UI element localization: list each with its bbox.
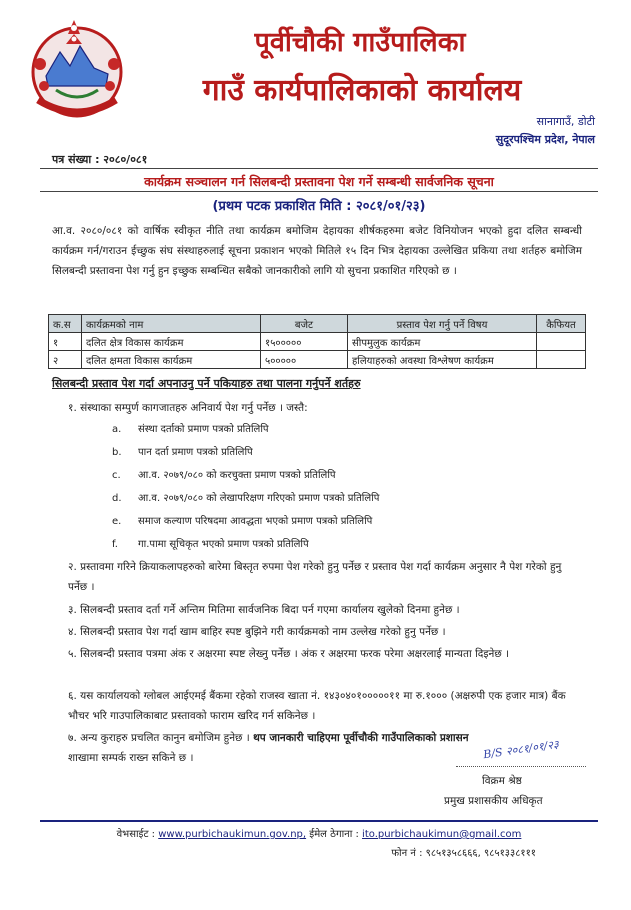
footer-divider	[40, 820, 598, 822]
list-text: संस्था दर्ताको प्रमाण पत्रको प्रतिलिपि	[138, 424, 269, 435]
condition-7-text: ७. अन्य कुराहरु प्रचलित कानुन बमोजिम हुनेछ ।	[68, 732, 250, 744]
col-subject: प्रस्ताव पेश गर्नु पर्ने विषय	[348, 315, 537, 333]
list-text: समाज कल्याण परिषदमा आवद्धता भएको प्रमाण पत्रको प्रतिलिपि	[138, 516, 373, 527]
list-letter: d.	[112, 493, 122, 504]
cell-subject: हलियाहरुको अवस्था विश्लेषण कार्यक्रम	[348, 351, 537, 369]
footer-contacts	[40, 826, 598, 840]
signatory-title: प्रमुख प्रशासकीय अधिकृत	[444, 795, 543, 807]
footer-phone: फोन नं : ९८५१३५८६६६, ९८५१३३८१११	[391, 848, 536, 859]
program-table	[48, 314, 586, 369]
col-sn: क.स	[49, 315, 82, 333]
divider	[40, 168, 598, 169]
list-letter: a.	[112, 424, 122, 435]
list-text: आ.व. २०७९/०८० को लेखापरिक्षण गरिएको प्रमाण पत्रको प्रतिलिपि	[138, 493, 380, 504]
cell-program: दलित क्षमता विकास कार्यक्रम	[82, 351, 261, 369]
list-letter: e.	[112, 516, 122, 527]
condition-item-2: २. प्रस्तावमा गरिने क्रियाकलापहरुको बारेमा बिस्तृत रुपमा पेश गरेको हुनु पर्नेछ र प्रस्ताव पेश गर्दा कार्यक्रम अनुसार नै पेश गरेको हुनु पर्नेछ ।	[68, 561, 562, 593]
signatory-name: विक्रम श्रेष्ठ	[482, 775, 522, 787]
document-list-item	[112, 535, 309, 555]
table-row	[49, 351, 586, 369]
table-header-row	[49, 315, 586, 333]
document-list-item	[112, 420, 269, 440]
condition-item-1: १. संस्थाका सम्पुर्ण कागजातहरु अनिवार्य पेश गर्नु पर्नेछ । जस्तै:	[68, 402, 308, 414]
handwritten-date: B/S २०८१/०१/२३	[482, 737, 560, 762]
list-text: आ.व. २०७९/०८० को करचुक्ता प्रमाण पत्रको प्रतिलिपि	[138, 470, 336, 481]
conditions-heading: सिलबन्दी प्रस्ताव पेश गर्दा अपनाउनु पर्ने पकियाहरु तथा पालना गर्नुपर्ने शर्तहरु	[52, 377, 361, 390]
notice-heading: कार्यक्रम सञ्चालन गर्न सिलबन्दी प्रस्तावना पेश गर्ने सम्बन्धी सार्वजनिक सूचना	[144, 174, 494, 189]
municipality-title: पूर्वीचौकी गाउँपालिका	[254, 27, 466, 58]
email-link[interactable]: ito.purbichaukimun@gmail.com	[362, 829, 522, 840]
list-letter: b.	[112, 447, 122, 458]
province-line: सुदूरपश्चिम प्रदेश, नेपाल	[495, 133, 595, 146]
cell-sn: १	[49, 333, 82, 351]
condition-item-3: ३. सिलबन्दी प्रस्ताव दर्ता गर्ने अन्तिम मितिमा सार्वजनिक बिदा पर्न गएमा कार्यालय खुलेको दिनमा हुनेछ ।	[68, 604, 460, 616]
list-letter: c.	[112, 470, 121, 481]
cell-remarks	[537, 333, 586, 351]
cell-sn: २	[49, 351, 82, 369]
list-text: गा.पामा सूचिकृत भएको प्रमाण पत्रको प्रतिलिपि	[138, 539, 309, 550]
divider	[40, 191, 598, 192]
table-row	[49, 333, 586, 351]
col-remarks: कैफियत	[537, 315, 586, 333]
cell-remarks	[537, 351, 586, 369]
nepal-government-emblem-icon	[18, 12, 136, 130]
document-list-item	[112, 466, 336, 486]
address-line: सानागाउँ, डोटी	[536, 115, 595, 128]
condition-item-6: ६. यस कार्यालयको ग्लोबल आईएमई बैंकमा रहेको राजस्व खाता नं. १४३०४०१०००००११ मा रु.१००० (अक्षरुपी एक हजार मात्र) बैंक भौचर भरि गाउपालिकाबाट प्रस्तावको फाराम खरिद गर्न सकिनेछ ।	[68, 690, 566, 722]
cell-subject: सीपमुलुक कार्यक्रम	[348, 333, 537, 351]
office-title: गाउँ कार्यपालिकाको कार्यालय	[202, 73, 522, 108]
col-budget: बजेट	[261, 315, 348, 333]
condition-7-end: शाखामा सम्पर्क राख्न सकिने छ ।	[68, 752, 194, 764]
condition-item-4: ४. सिलबन्दी प्रस्ताव पेश गर्दा खाम बाहिर स्पष्ट बुझिने गरी कार्यक्रमको नाम उल्लेख गरेको हुनु पर्नेछ ।	[68, 626, 446, 638]
signature-line	[456, 766, 586, 767]
letter-number: पत्र संख्या : २०८०/०८१	[52, 153, 148, 166]
cell-budget: १५०००००	[261, 333, 348, 351]
website-link[interactable]: www.purbichaukimun.gov.np,	[158, 829, 307, 840]
document-list-item	[112, 489, 379, 509]
publication-date: (प्रथम पटक प्रकाशित मिति : २०८१/०१/२३)	[212, 199, 426, 214]
cell-budget: ५०००००	[261, 351, 348, 369]
document-list-item	[112, 512, 372, 532]
col-program: कार्यक्रमको नाम	[82, 315, 261, 333]
website-label: वेभसाईट :	[116, 829, 156, 840]
list-letter: f.	[112, 539, 118, 550]
list-text: पान दर्ता प्रमाण पत्रको प्रतिलिपि	[138, 447, 253, 458]
notice-intro: आ.व. २०८०/०८१ को वार्षिक स्वीकृत नीति तथा कार्यक्रम बमोजिम देहायका शीर्षकहरुमा बजेट विनियोजन भएको हुदा दलित सम्बन्धी कार्यक्रम गर्न/गराउन ईच्छुक संघ संस्थाहरुलाई सूचना प्रकाशन भएको मितिले १५ दिन भित्र देहायका उल्लेखित प्रकिया तथा शर्तहरु बमोजिम सिलबन्दी प्रस्तावना पेश गर्नु हुन इच्छुक सम्बन्धित सबैको जानकारीको लागि यो सुचना प्रकाशित गरिएको छ ।	[52, 225, 582, 277]
cell-program: दलित क्षेत्र विकास कार्यक्रम	[82, 333, 261, 351]
condition-7-contact: थप जानकारी चाहिएमा पूर्वीचौकी गाउँपालिकाको प्रशासन	[253, 732, 469, 744]
email-label: ईमेल ठेगाना :	[309, 829, 359, 840]
condition-item-5: ५. सिलबन्दी प्रस्ताव पत्रमा अंक र अक्षरमा स्पष्ट लेख्नु पर्नेछ । अंक र अक्षरमा फरक परेमा अक्षरलाई मान्यता दिइनेछ ।	[68, 648, 510, 660]
document-list-item	[112, 443, 253, 463]
